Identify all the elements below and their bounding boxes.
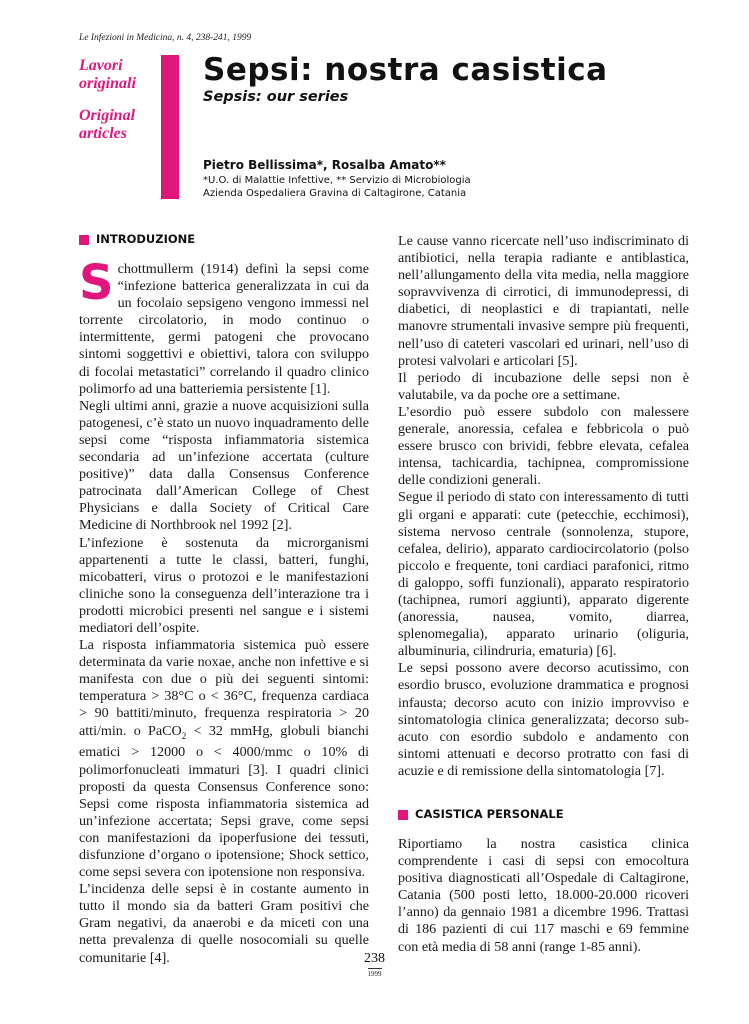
label-english-line-2: articles [79, 125, 127, 142]
right-column [398, 233, 689, 956]
paragraph-text: chottmullerm (1914) definì la sepsi come “infezione batterica generalizzata in cui da un focolaio sepsigeno vengono immessi nel torrente circolatorio, in modo continuo o intermittente, germi patogeni che provocano sintomi soggettivi e obiettivi, talora con sviluppo di focolai metastatici” correlando il quadro clinico polimorfo ad una batteriemia persistente [1]. [79, 261, 369, 397]
paragraph: Segue il periodo di stato con interessamento di tutti gli organi e apparati: cute (petecchie, ecchimosi), sistema nervoso centrale (sonnolenza, stupore, cefalea, delirio), apparato cardiocircolatorio (polso piccolo e frequente, toni cardiaci parafonici, ritmo di galoppo, soffi funzionali), apparato respiratorio (tachipnea, rumori aggiunti), apparato digerente (anoressia, nausea, vomito, diarrea, splenomegalia), apparato urinario (oliguria, albuminuria, cilindruria, ematuria) [6]. [398, 489, 689, 660]
paragraph: Negli ultimi anni, grazie a nuove acquisizioni sulla patogenesi, c’è stato un nuovo inquadramento delle sepsi come “risposta infiammatoria sistemica secondaria ad un’infezione accertata (culture positive)” data dalla Consensus Conference patrocinata dall’American College of Chest Physicians e dalla Society of Critical Care Medicine di Northbrook nel 1992 [2]. [79, 397, 370, 534]
article-title: Sepsi: nostra casistica [203, 52, 608, 88]
label-italian-line-2: originali [79, 75, 136, 92]
paragraph: Le sepsi possono avere decorso acutissimo, con esordio brusco, evoluzione drammatica e prognosi infausta; decorso acuto con inizio improvviso e sintomatologia clinica generalizzata; decorso sub-acuto con esordio subdolo e andamento con sintomi attenuati e decorso protratto con fasi di acuzie e di remissione della sintomatologia [7]. [398, 660, 689, 779]
square-bullet-icon [398, 810, 408, 820]
label-english-line-1: Original [79, 107, 136, 124]
article-subtitle: Sepsis: our series [203, 89, 349, 105]
paragraph: L’esordio può essere subdolo con malessere generale, anoressia, cefalea e febbricola o può essere brusco con brividi, febbre elevata, cefalea intensa, tachicardia, tachipnea, compromissione delle condizioni generali. [398, 403, 689, 489]
drop-cap: S [79, 255, 114, 311]
heading-text: CASISTICA PERSONALE [415, 807, 564, 822]
paragraph-text: La risposta infiammatoria sistemica può essere determinata da varie noxae, anche non infettive e si manifesta con due o più dei seguenti sintomi: temperatura > 38°C o < 36°C, frequenza cardiaca > 90 battiti/minuto, frequenza respiratoria > 20 atti/min. o PaCO [79, 637, 369, 739]
paragraph: L’infezione è sostenuta da microrganismi appartenenti a tutte le classi, batteri, funghi, micobatteri, virus o protozoi e le manifestazioni cliniche sono la conseguenza dell’interazione tra i prodotti microbici presenti nel sangue e i sistemi mediatori dell’ospite. [79, 534, 369, 636]
article-type-label [79, 57, 136, 143]
page-year [0, 968, 749, 978]
affiliation-line-1: *U.O. di Malattie Infettive, ** Servizio di Microbiologia [203, 175, 471, 186]
authors: Pietro Bellissima*, Rosalba Amato** [203, 158, 446, 172]
page-number: 238 [364, 951, 385, 966]
section-heading-introduzione [79, 233, 369, 247]
paragraph: Il periodo di incubazione delle sepsi non è valutabile, va da poche ore a settimane. [398, 369, 689, 403]
paragraph [79, 637, 369, 881]
left-column [79, 233, 369, 967]
paragraph: Le cause vanno ricercate nell’uso indiscriminato di antibiotici, nella terapia radiante e antiblastica, nell’allungamento della vita media, nella maggiore sopravvivenza di cirrotici, di immunodepressi, di diabetici, di neoplastici e di trapiantati, nelle manovre strumentali invasive sempre più frequenti, nell’uso di cateteri vascolari ed urinari, nell’uso di protesi valvolari e articolari [5]. [398, 233, 689, 369]
affiliations [203, 174, 471, 200]
paragraph [79, 255, 369, 398]
section-heading-casistica [398, 808, 689, 822]
square-bullet-icon [79, 235, 89, 245]
accent-bar [161, 55, 179, 199]
section-spacer [398, 780, 689, 808]
label-italian-line-1: Lavori [79, 57, 123, 74]
paragraph: L’incidenza delle sepsi è in costante aumento in tutto il mondo sia da batteri Gram positivi che Gram negativi, da anaerobi e da miceti con una netta prevalenza di quelle nosocomiali su quelle comunitarie [4]. [79, 881, 369, 966]
subscript: 2 [181, 730, 187, 741]
affiliation-line-2: Azienda Ospedaliera Gravina di Caltagirone, Catania [203, 188, 467, 199]
heading-text: INTRODUZIONE [96, 232, 196, 247]
year-text: 1999 [367, 970, 382, 978]
paragraph-text: < 32 mmHg, globuli bianchi ematici > 12000 o < 4000/mmc o 10% di polimorfonucleati immaturi [3]. I quadri clinici proposti da questa Consensus Conference sono: Sepsi come risposta infiammatoria sistemica ad un’infezione accertata; Sepsi grave, come sepsi con manifestazioni da ipoperfusione dei tessuti, disfunzione d’organo o ipotensione; Shock settico, come sepsi severa con ipotensione non responsiva. [79, 722, 369, 881]
paragraph: Riportiamo la nostra casistica clinica comprendente i casi di sepsi con emocoltura positiva diagnosticati all’Ospedale di Caltagirone, Catania (500 posti letto, 18.000-20.000 ricoveri l’anno) da gennaio 1981 a dicembre 1996. Trattasi di 186 pazienti di cui 117 maschi e 69 femmine con età media di 58 anni (range 1-85 anni). [398, 836, 689, 955]
journal-citation: Le Infezioni in Medicina, n. 4, 238-241, 1999 [79, 33, 252, 43]
